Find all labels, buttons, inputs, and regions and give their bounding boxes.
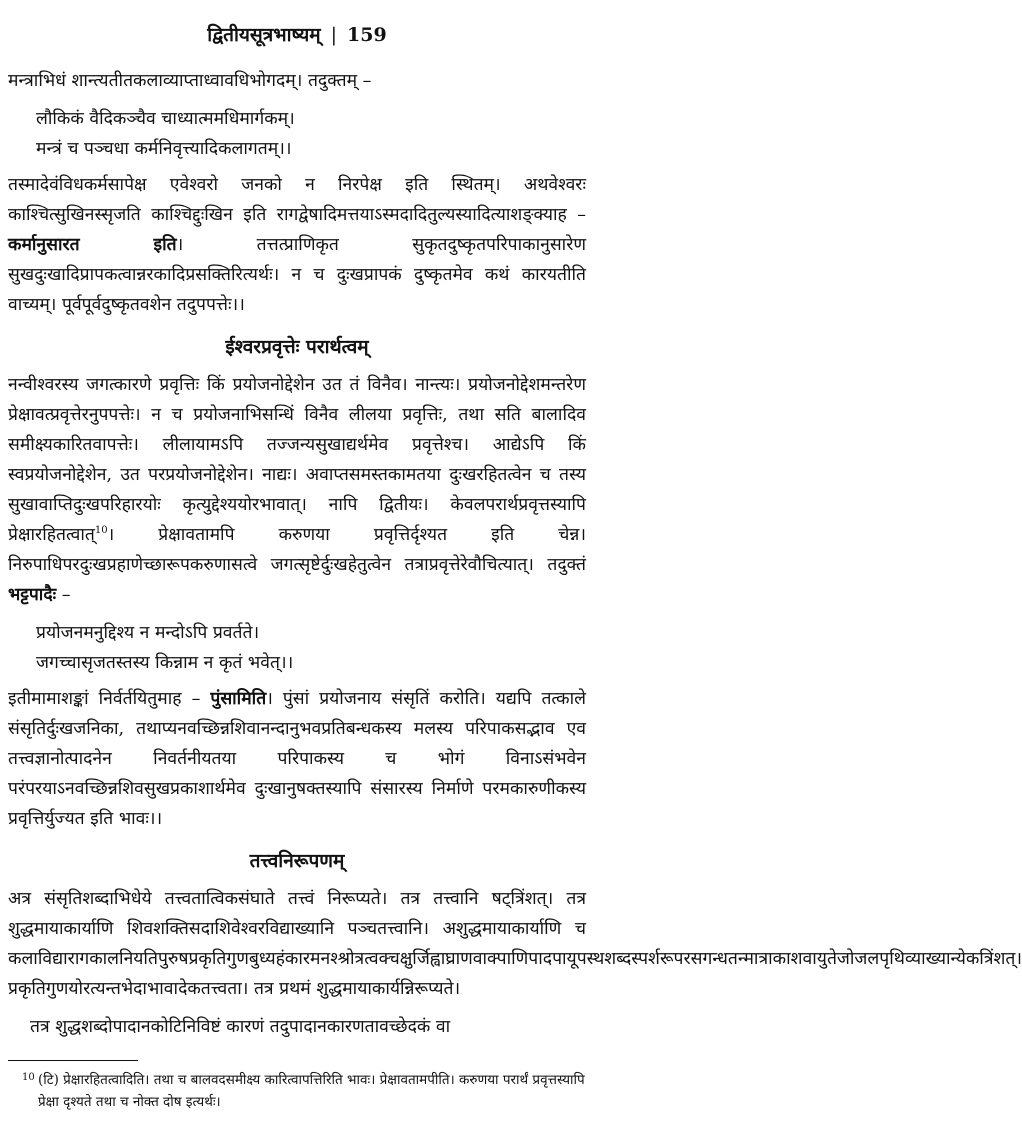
paragraph-tattva: अत्र संसृतिशब्दाभिधेये तत्त्वतात्विकसंघाते तत्त्वं निरूप्यते। तत्र तत्त्वानि षट्त्रिंशत्। तत्र शुद्धमायाकार्याणि शिवशक्तिसदाशिवेश्वरविद्याख्यानि पञ्चतत्त्वानि। अशुद्धमायाकार्याणि च कलाविद्यारागकालनियतिपुरुषप्रकृतिगुणबुध्यहंकारमनश्श्रोत्रत्वक्चक्षुर्जिह्वाघ्राणवाक्पाणिपादपायूपस्थशब्दस्पर्शरूपरसगन्धतन्मात्राकाशवायुतेजोजलपृथिव्याख्यान्येकत्रिंशत्। प्रकृतिगुणयोरत्यन्तभेदाभावादेकतत्त्वता। तत्र प्रथमं शुद्धमायाकार्यन्निरूप्यते। <box>8 889 1022 999</box>
verse-line: जगच्चासृजतस्तस्य किन्नाम न कृतं भवेत्।। <box>36 653 294 673</box>
section-heading-ishvara: ईश्वरप्रवृत्तेः परार्थत्वम् <box>225 336 369 358</box>
paragraph-text: – <box>56 585 71 605</box>
header-title: द्वितीयसूत्रभाष्यम् <box>207 24 321 46</box>
footnote-reference: 10 <box>94 525 108 537</box>
footnote-number: 10 <box>22 1072 35 1083</box>
paragraph-text: इतीमामाशङ्कां निर्वर्तयितुमाह – <box>8 689 211 709</box>
bold-term: पुंसामिति <box>210 689 267 709</box>
verse-quote-1 <box>8 104 586 164</box>
running-header <box>8 18 586 52</box>
bold-term: कर्मानुसारत इति <box>8 235 177 255</box>
paragraph-pumsam <box>8 684 586 834</box>
verse-line: प्रयोजनमनुद्दिश्य न मन्दोऽपि प्रवर्तते। <box>36 623 260 643</box>
verse-line: मन्त्रं च पञ्चधा कर्मनिवृत्त्यादिकलागतम्।। <box>36 139 292 159</box>
intro-line: मन्त्राभिधं शान्त्यतीतकलाव्याप्ताध्वावधिभोगदम्। तदुक्तम् – <box>8 71 372 91</box>
paragraph-text: । पुंसां प्रयोजनाय संसृतिं करोति। यद्यपि तत्काले संसृतिर्दुःखजनिका, तथाप्यनवच्छिन्नशिवानन्दानुभवप्रतिबन्धकस्य मलस्य परिपाकसद्भाव एव तत्त्वज्ञानोत्पादनेन निवर्तनीयतया परिपाकस्य च भोगं विनाऽसंभवेन परंपरयाऽनवच्छिन्नशिवसुखप्रकाशार्थमेव दुःखानुषक्तस्यापि संसारस्य निर्माणे परमकारुणीकस्य प्रवृत्तिर्युज्यत इति भावः।। <box>8 689 586 829</box>
header-separator: | <box>330 24 338 46</box>
paragraph-text: । प्रेक्षावतामपि करुणया प्रवृत्तिर्दृश्यत इति चेन्न। निरुपाधिपरदुःखप्रहाणेच्छारूपकरुणासत्वे जगत्सृष्टेर्दुःखहेतुत्वेन तत्राप्रवृत्तेरेवौचित्यात्। तदुक्तं <box>8 525 586 575</box>
page-number: 159 <box>347 24 387 46</box>
paragraph-text: तस्मादेवंविधकर्मसापेक्ष एवेश्वरो जनको न निरपेक्ष इति स्थितम्। अथवेश्वरः काश्चित्सुखिनस्सृजति काश्चिद्दुःखिन इति रागद्वेषादिमत्तयाऽस्मदादितुल्यस्यादित्याशङ्क्याह – <box>8 175 586 225</box>
footnote <box>8 1069 586 1113</box>
verse-line: लौकिकं वैदिकञ्चैव चाध्यात्ममधिमार्गकम्। <box>36 109 295 129</box>
section-heading-tattva: तत्त्वनिरूपणम् <box>249 850 345 872</box>
footnote-divider <box>8 1060 138 1061</box>
paragraph-text: । तत्तत्प्राणिकृत सुकृतदुष्कृतपरिपाकानुसारेण सुखदुःखादिप्रापकत्वान्नरकादिप्रसक्तिरित्यर्थः। न च दुःखप्रापकं दुष्कृतमेव कथं कारयतीति वाच्यम्। पूर्वपूर्वदुष्कृतवशेन तदुपपत्तेः।। <box>8 235 587 315</box>
paragraph-karma <box>8 170 586 320</box>
bold-term: भट्टपादैः <box>8 585 57 605</box>
verse-quote-2 <box>8 618 586 678</box>
footnote-text: (टि) प्रेक्षारहितत्वादिति। तथा च बालवदसमीक्ष्य कारित्वापत्तिरिति भावः। प्रेक्षावतामपीति। करुणया परार्थं प्रवृत्तस्यापि प्रेक्षा दृश्यते तथा च नोक्त दोष इत्यर्थः। <box>38 1072 585 1110</box>
paragraph-text: नन्वीश्वरस्य जगत्कारणे प्रवृत्तिः किं प्रयोजनोद्देशेन उत तं विनैव। नान्त्यः। प्रयोजनोद्देशमन्तरेण प्रेक्षावत्प्रवृत्तेरनुपपत्तेः। न च प्रयोजनाभिसन्धिं विनैव लीलया प्रवृत्तिः, तथा सति बालादिव समीक्ष्यकारितवापत्तेः। लीलायामऽपि तज्जन्यसुखाद्यर्थमेव प्रवृत्तेश्च। आद्येऽपि किं स्वप्रयोजनोद्देशेन, उत परप्रयोजनोद्देशेन। नाद्यः। अवाप्तसमस्तकामतया दुःखरहितत्वेन च तस्य सुखावाप्तिदुःखपरिहारयोः कृत्युद्देश्ययोरभावात्। नापि द्वितीयः। केवलपरार्थप्रवृत्तस्यापि प्रेक्षारहितत्वात् <box>8 375 586 545</box>
paragraph-continuation: तत्र शुद्धशब्दोपादानकोटिनिविष्टं कारणं तदुपादानकारणतावच्छेदकं वा <box>30 1017 451 1037</box>
paragraph-ishvara <box>8 370 586 610</box>
